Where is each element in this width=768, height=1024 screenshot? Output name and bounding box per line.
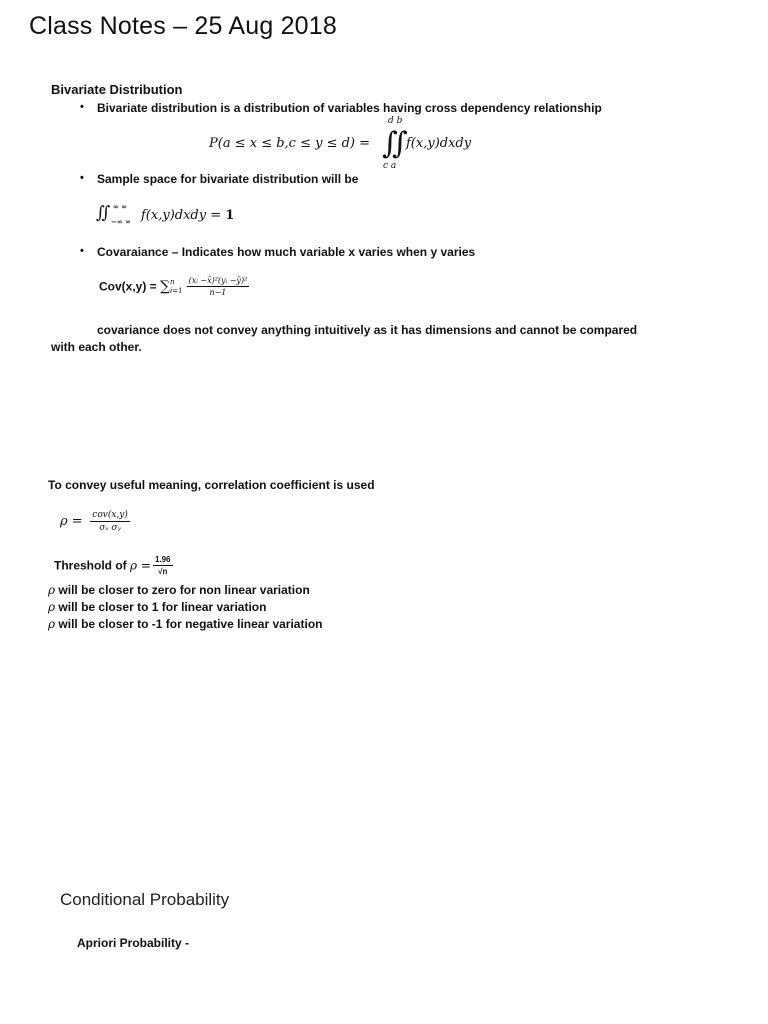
correlation-intro: To convey useful meaning, correlation coefficient is used (48, 478, 375, 492)
bullet-definition: Bivariate distribution is a distribution of variables having cross dependency relationship (97, 101, 602, 115)
summation-lower-limit: i=1 (170, 286, 183, 295)
rho-symbol: ρ (48, 600, 56, 614)
bullet-marker: • (80, 101, 84, 113)
threshold-numerator: 1.96 (154, 555, 171, 564)
summation-upper-limit: n (170, 277, 175, 286)
equation-sample-space-one: 1 (225, 208, 235, 223)
covariance-fraction (187, 276, 250, 297)
rho-numerator: cov(x,y) (92, 510, 128, 520)
rho-fraction (90, 510, 130, 533)
correlation-line-nonlinear-text: will be closer to zero for non linear variation (55, 583, 310, 597)
equation-probability-lhs: P(a ≤ x ≤ b,c ≤ y ≤ d) = (209, 136, 371, 151)
summation-symbol: ∑ (160, 278, 171, 295)
bullet-marker: • (80, 172, 84, 184)
rho-symbol: ρ (48, 583, 56, 597)
rho-denominator: σₓ σᵧ (99, 523, 121, 533)
equation-sample-space-rhs (141, 207, 234, 223)
threshold-fraction (153, 555, 173, 576)
covariance-note-line-1: covariance does not convey anything intuitively as it has dimensions and cannot be compared (97, 323, 638, 337)
equation-probability-rhs: f(x,y)dxdy (406, 136, 472, 151)
rho-symbol: ρ (48, 617, 56, 631)
equation-integral-upper-limits: ∞ ∞ (113, 202, 128, 211)
double-integral-symbol: ∬ (96, 203, 111, 223)
section-heading-conditional-probability: Conditional Probability (60, 890, 230, 909)
covariance-denominator: n−1 (209, 288, 227, 297)
correlation-line-nonlinear (48, 583, 310, 597)
equation-covariance (99, 276, 249, 297)
covariance-lhs: Cov(x,y) = (99, 279, 161, 294)
threshold-rho: ρ = (130, 558, 151, 573)
double-integral-symbol: ∬ (382, 126, 408, 161)
equation-integral-upper-limits: d b (388, 116, 403, 126)
equation-integral-lower-limits: c a (383, 161, 397, 171)
correlation-line-negative (48, 617, 322, 631)
correlation-line-negative-text: will be closer to -1 for negative linear variation (55, 617, 323, 631)
rho-lhs: ρ = (60, 514, 83, 529)
equation-integral-lower-limits: −∞ ∞ (111, 217, 131, 226)
equation-correlation (60, 510, 130, 533)
equation-sample-space-expression: f(x,y)dxdy = (141, 208, 226, 223)
bullet-marker: • (80, 245, 84, 257)
threshold-label: Threshold of (54, 558, 130, 573)
apriori-probability-label: Apriori Probability - (77, 936, 190, 950)
bullet-covariance: Covaraiance – Indicates how much variable x varies when y varies (97, 245, 476, 259)
threshold-line (54, 555, 173, 576)
correlation-line-linear-text: will be closer to 1 for linear variation (55, 600, 267, 614)
covariance-numerator: (xᵢ −x̄)²(yᵢ −ȳ)² (188, 276, 248, 285)
bullet-sample-space: Sample space for bivariate distribution will be (97, 172, 359, 186)
page-title: Class Notes – 25 Aug 2018 (29, 12, 337, 40)
threshold-denominator: √n (158, 567, 168, 576)
covariance-note-line-2: with each other. (51, 340, 142, 354)
section-heading-bivariate: Bivariate Distribution (51, 82, 183, 97)
correlation-line-linear (48, 600, 266, 614)
